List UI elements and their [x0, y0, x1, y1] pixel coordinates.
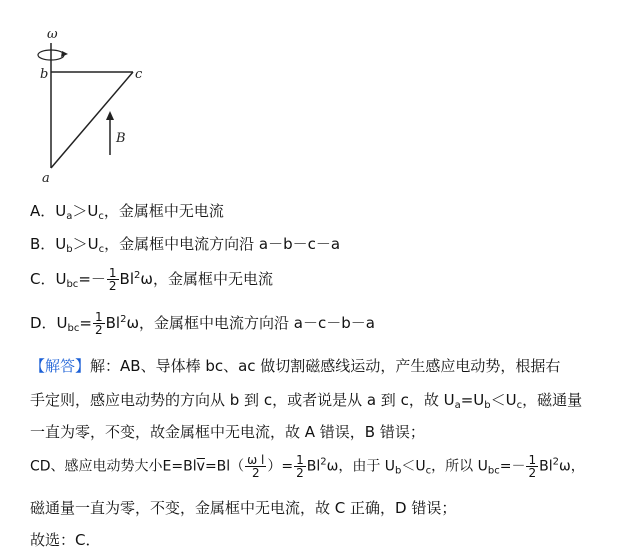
answer-line2-sub3: c [516, 400, 523, 411]
answer-line4-f: ＜U [401, 458, 426, 475]
answer-line3-text: 一直为零，不变，故金属框中无电流，故 A 错误，B 错误； [30, 423, 425, 441]
answer-line2-c: ＜U [490, 391, 517, 409]
answer-line4-sub2: c [425, 465, 432, 477]
option-a-sub2: c [98, 211, 104, 222]
answer-line4-a: CD、感应电动势大小E=Bl [30, 458, 197, 475]
option-c-eq: =－ [78, 270, 106, 288]
answer-line4-e: ω，由于 U [326, 458, 396, 475]
rod-ac [51, 72, 133, 168]
answer-line5-text: 磁通量一直为零，不变，金属框中无电流，故 C 正确，D 错误； [30, 499, 457, 517]
answer-line4-g: ，所以 U [431, 458, 488, 475]
option-c [30, 266, 273, 295]
option-a-text: ，金属框中无电流 [103, 202, 224, 220]
answer-line4-i: Bl [539, 458, 553, 475]
option-d-numerator: 1 [94, 310, 103, 324]
answer-line4-frac1 [245, 454, 266, 479]
option-c-sub: bc [66, 279, 79, 290]
option-c-prefix: C．U [30, 270, 67, 288]
answer-line4-frac1-den: 2 [251, 466, 260, 480]
option-d-eq: = [79, 314, 92, 332]
answer-line4-frac3-num: 1 [528, 453, 537, 467]
answer-line-5 [30, 497, 610, 518]
answer-line4-frac3-den: 2 [528, 466, 537, 480]
answer-line6-text: 故选：C． [30, 531, 101, 549]
option-c-bl: Bl [119, 270, 134, 288]
option-b-mid: ＞U [72, 235, 99, 253]
answer-line-2 [30, 389, 610, 411]
answer-line4-frac2-num: 1 [296, 453, 304, 467]
answer-line-6 [30, 529, 610, 550]
point-b-label: b [40, 67, 49, 82]
option-c-fraction [107, 267, 119, 292]
answer-line2-d: ，磁通量 [522, 391, 583, 409]
answer-line-1 [30, 355, 610, 376]
answer-line4-sup2: 2 [552, 456, 559, 468]
option-a-mid: ＞U [72, 202, 99, 220]
option-d-fraction [93, 311, 105, 336]
triangle-frame-figure [0, 0, 200, 195]
omega-label: ω [47, 27, 58, 42]
answer-line4-frac2 [294, 454, 306, 479]
option-c-text: ，金属框中无电流 [152, 270, 273, 288]
option-d-prefix: D．U [30, 314, 68, 332]
answer-line4-h: =－ [499, 458, 526, 475]
answer-line2-sub2: b [484, 400, 491, 411]
option-c-denominator: 2 [108, 279, 117, 293]
answer-line2-a: 手定则，感应电动势的方向从 b 到 c，或者说是从 a 到 c，故 U [30, 391, 455, 409]
answer-line1-text: 解：AB、导体棒 bc、ac 做切割磁感线运动，产生感应电动势，根据右 [90, 357, 561, 375]
option-c-omega: ω [140, 270, 153, 288]
option-d [30, 310, 375, 339]
option-b-sub1: b [66, 244, 73, 255]
answer-line-3 [30, 421, 610, 442]
answer-line4-sub3: bc [487, 465, 500, 477]
answer-line4-sup: 2 [320, 456, 327, 468]
answer-line-4 [30, 454, 610, 479]
point-a-label: a [42, 171, 50, 186]
option-d-sub: bc [67, 323, 80, 334]
option-a-prefix: A．U [30, 202, 67, 220]
option-c-numerator: 1 [108, 266, 117, 280]
option-d-omega: ω [126, 314, 140, 332]
answer-line4-vbar: $\overline{v}$ [196, 458, 205, 475]
option-a [30, 201, 224, 227]
answer-line4-d: Bl [306, 458, 321, 475]
field-arrowhead [106, 111, 114, 120]
field-B-label: B [116, 131, 126, 146]
rotation-arrowhead [61, 51, 68, 57]
option-b-sub2: c [98, 244, 105, 255]
answer-line2-sub1: a [454, 400, 461, 411]
option-d-text: ，金属框中电流方向沿 a－c－b－a [139, 314, 375, 332]
point-c-label: c [135, 67, 143, 82]
answer-line4-b: =Bl（ [204, 458, 245, 475]
answer-line2-b: =U [460, 391, 485, 409]
answer-line4-frac1-num: ω l [247, 453, 265, 467]
option-c-sup: 2 [134, 270, 141, 281]
option-b-prefix: B．U [30, 235, 67, 253]
answer-line4-c: ）= [267, 458, 294, 475]
answer-tag: 【解答】 [30, 357, 91, 375]
answer-line4-j: ω， [558, 458, 585, 475]
answer-line4-sub1: b [395, 465, 402, 477]
option-a-sub1: a [66, 211, 73, 222]
option-d-sup: 2 [120, 314, 127, 325]
answer-line4-frac2-den: 2 [296, 466, 304, 480]
option-d-bl: Bl [105, 314, 121, 332]
answer-line4-frac3 [526, 454, 538, 479]
option-d-denominator: 2 [94, 323, 103, 337]
option-b-text: ，金属框中电流方向沿 a－b－c－a [104, 235, 341, 253]
option-b [30, 234, 340, 260]
